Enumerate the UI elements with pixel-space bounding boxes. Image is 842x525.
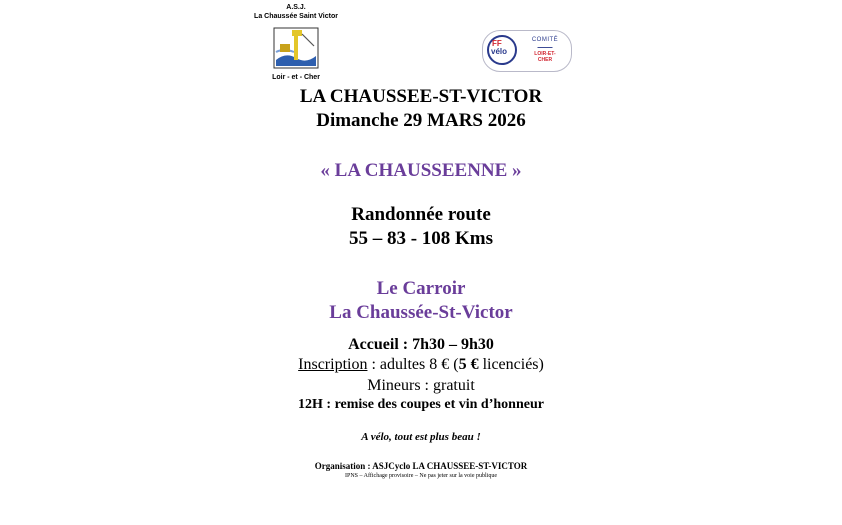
- ffvelo-dept-line1: LOIR-ET-: [534, 51, 556, 57]
- awards-ceremony: 12H : remise des coupes et vin d’honneur: [298, 397, 544, 412]
- ffvelo-velo-text: vélo: [491, 47, 508, 56]
- ffvelo-comite-text: COMITÉ: [531, 37, 559, 43]
- ride-distances: 55 – 83 - 108 Kms: [348, 228, 494, 249]
- event-name: « LA CHAUSSEENNE »: [320, 160, 522, 181]
- venue-name: Le Carroir: [376, 278, 466, 299]
- registration-licensed-label: licenciés): [478, 356, 544, 373]
- ffvelo-department: [523, 51, 567, 63]
- ffvelo-logo: [482, 30, 572, 72]
- ride-type: Randonnée route: [351, 204, 491, 225]
- ffvelo-subtitle: ▬▬▬▬▬: [537, 45, 553, 49]
- slogan: A vélo, tout est plus beau !: [361, 431, 481, 443]
- registration-licensed-fee: 5 €: [458, 356, 479, 373]
- minors-fee: Mineurs : gratuit: [367, 377, 475, 394]
- registration-fees: [0, 356, 842, 374]
- event-date: Dimanche 29 MARS 2026: [316, 110, 526, 131]
- venue-town: La Chaussée-St-Victor: [329, 302, 513, 323]
- town-heading: LA CHAUSSEE-ST-VICTOR: [299, 86, 543, 107]
- ipns-notice: IPNS – Affichage provisoire – Ne pas jeter sur la voie publique: [344, 473, 498, 479]
- welcome-hours: Accueil : 7h30 – 9h30: [348, 336, 494, 353]
- registration-adult-fee: : adultes 8 € (: [367, 356, 459, 373]
- ffvelo-ff-text: FF: [492, 39, 502, 48]
- ffvelo-dept-line2: CHER: [537, 57, 553, 63]
- registration-label: Inscription: [298, 356, 368, 373]
- asj-logo-club-name: La Chaussée Saint Victor: [254, 13, 338, 20]
- asj-logo: [252, 4, 340, 84]
- organizer: Organisation : ASJCyclo LA CHAUSSEE-ST-VICTOR: [314, 461, 528, 471]
- asj-logo-title: A.S.J.: [286, 4, 306, 11]
- asj-logo-department: Loir - et - Cher: [272, 74, 320, 81]
- asj-emblem-icon: [272, 22, 320, 72]
